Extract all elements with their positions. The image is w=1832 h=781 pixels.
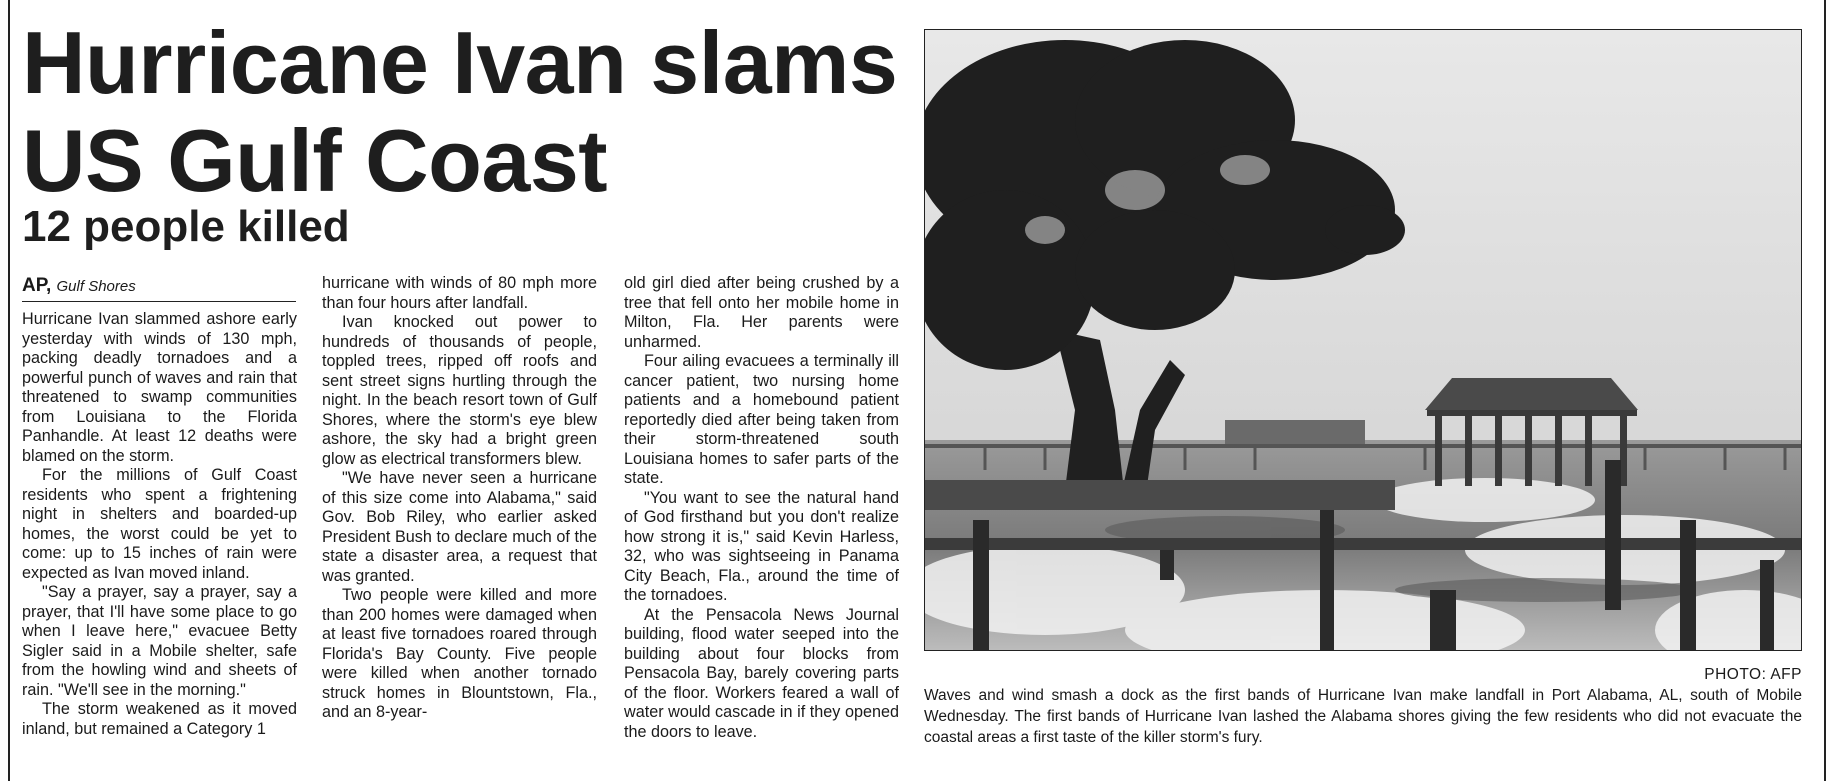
paragraph: Hurricane Ivan slammed ashore early yesterday with winds of 130 mph, packing deadly tornadoes and a powerful punch of waves and rain that threatened to swamp communities from Louisiana to the Florida Panhandle. At least 12 deaths were blamed on the storm. [22,310,297,465]
article-column-3 [624,274,899,781]
left-column-rule [8,0,10,781]
paragraph: hurricane with winds of 80 mph more than four hours after landfall. [322,274,597,312]
news-photo [924,29,1802,651]
paragraph: "We have never seen a hurricane of this size come into Alabama," said Gov. Bob Riley, who earlier asked President Bush to declare much of the state a disaster area, a request that was granted. [322,469,597,585]
paragraph: For the millions of Gulf Coast residents who spent a frightening night in shelters and boarded-up homes, the worst could be yet to come: up to 15 inches of rain were expected as Ivan moved inland. [22,466,297,582]
paragraph: old girl died after being crushed by a tree that fell onto her mobile home in Milton, Fla. Her parents were unharmed. [624,274,899,351]
paragraph: Ivan knocked out power to hundreds of thousands of people, toppled trees, ripped off roofs and sent street signs hurtling through the night. In the beach resort town of Gulf Shores, where the storm's eye blew ashore, the sky had a bright green glow as electrical transformers blew. [322,313,597,468]
byline [22,275,296,302]
paragraph: At the Pensacola News Journal building, flood water seeped into the building about four blocks from Pensacola Bay, barely covering parts of the floor. Workers feared a wall of water would cascade in if they opened the doors to leave. [624,605,899,741]
paragraph: Four ailing evacuees a terminally ill cancer patient, two nursing home patients and a homebound patient reportedly died after being taken from their storm-threatened south Louisiana homes to safer parts of the state. [624,352,899,487]
photo-caption: Waves and wind smash a dock as the first bands of Hurricane Ivan make landfall in Port Alabama, AL, south of Mobile Wednesday. The first bands of Hurricane Ivan lashed the Alabama shores giving the few residents who did not evacuate the coastal areas a first taste of the killer storm's fury. [924,687,1802,746]
paragraph: The storm weakened as it moved inland, but remained a Category 1 [22,700,297,738]
storm-dock-photo-image [925,30,1802,651]
article-column-1 [22,310,297,781]
paragraph: "You want to see the natural hand of God firsthand but you don't realize how strong it is," said Kevin Harless, 32, who was sightseeing in Panama City Beach, Fla., around the time of the tornadoes. [624,488,899,604]
right-column-rule [1824,0,1826,781]
paragraph: Two people were killed and more than 200 homes were damaged when at least five tornadoes roared through Florida's Bay County. Five people were killed when another tornado struck homes in Blountstown, Fla., and an 8-year- [322,586,597,721]
subheadline: 12 people killed [22,202,350,251]
photo-credit: PHOTO: AFP [1704,666,1802,683]
byline-place: Gulf Shores [56,278,136,295]
byline-agency: AP, [22,275,52,296]
headline: Hurricane Ivan slams US Gulf Coast [22,13,898,210]
paragraph: "Say a prayer, say a prayer, say a prayer, that I'll have some place to go when I leave here," evacuee Betty Sigler said in a Mobile shelter, safe from the howling wind and sheets of rain. "We'll see in the morning." [22,583,297,699]
article-column-2 [322,274,597,781]
